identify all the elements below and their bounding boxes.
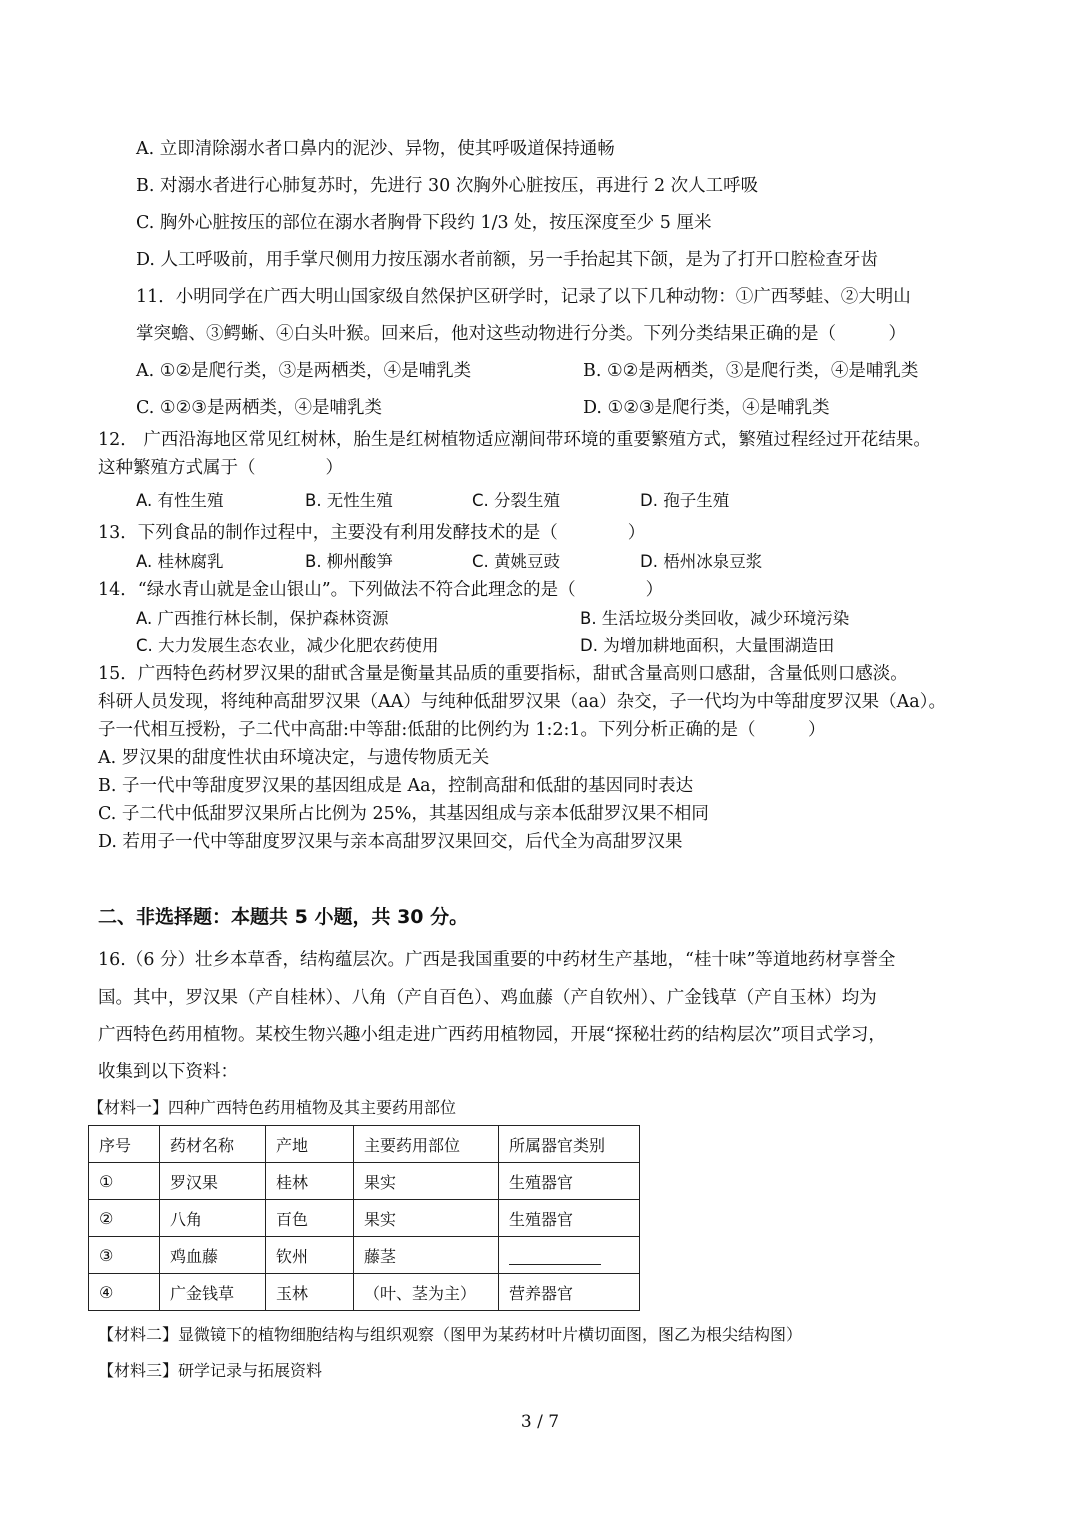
- q14-stem: 14．“绿水青山就是金山银山”。下列做法不符合此理念的是（ ）: [98, 580, 664, 600]
- q14-option-a: A. 广西推行林长制，保护森林资源: [136, 609, 389, 628]
- q11-option-c: C. ①②③是两栖类，④是哺乳类: [136, 398, 382, 418]
- q15-stem-line3: 子一代相互授粉，子二代中高甜:中等甜:低甜的比例约为 1:2:1。下列分析正确的是（ ）: [98, 720, 826, 740]
- q14-option-d: D. 为增加耕地面积，大量围湖造田: [580, 636, 835, 655]
- page-number: 3 / 7: [520, 1412, 560, 1432]
- q10-option-b: B. 对溺水者进行心肺复苏时，先进行 30 次胸外心脏按压，再进行 2 次人工呼吸: [136, 176, 759, 196]
- q11-stem-line2: 掌突蟾、③鳄蜥、④白头叶猴。回来后，他对这些动物进行分类。下列分类结果正确的是（ ）: [136, 324, 906, 344]
- q10-option-a: A. 立即清除溺水者口鼻内的泥沙、异物，使其呼吸道保持通畅: [136, 139, 615, 159]
- q10-option-c: C. 胸外心脏按压的部位在溺水者胸骨下段约 1/3 处，按压深度至少 5 厘米: [136, 213, 712, 233]
- q12-option-d: D. 孢子生殖: [640, 491, 730, 510]
- q13-option-a: A. 桂林腐乳: [136, 552, 224, 571]
- q14-option-c: C. 大力发展生态农业，减少化肥农药使用: [136, 636, 439, 655]
- table-cell: 果实: [354, 1163, 499, 1200]
- q12-stem-line2: 这种繁殖方式属于（ ）: [98, 458, 343, 478]
- medicinal-plants-table: [88, 1125, 640, 1311]
- table-cell: 钦州: [266, 1237, 354, 1274]
- q12-option-b: B. 无性生殖: [305, 491, 393, 510]
- q12-option-c: C. 分裂生殖: [472, 491, 561, 510]
- table-cell: 生殖器官: [499, 1163, 640, 1200]
- table-cell: （叶、茎为主）: [354, 1274, 499, 1311]
- table-header-cell: 产地: [266, 1126, 354, 1163]
- table-cell: ④: [89, 1274, 160, 1311]
- table-cell: 鸡血藤: [160, 1237, 266, 1274]
- table-header-cell: 所属器官类别: [499, 1126, 640, 1163]
- material1-caption: 【材料一】四种广西特色药用植物及其主要药用部位: [88, 1098, 457, 1117]
- table-header-cell: 主要药用部位: [354, 1126, 499, 1163]
- table-row: [89, 1274, 640, 1311]
- table-row: [89, 1200, 640, 1237]
- q15-option-c: C. 子二代中低甜罗汉果所占比例为 25%，其基因组成与亲本低甜罗汉果不相同: [98, 804, 709, 824]
- table-cell: 玉林: [266, 1274, 354, 1311]
- table-cell: 生殖器官: [499, 1200, 640, 1237]
- table-cell: 百色: [266, 1200, 354, 1237]
- section2-title: 二、非选择题：本题共 5 小题，共 30 分。: [98, 906, 469, 928]
- q16-line1: 16.（6 分）壮乡本草香，结构蕴层次。广西是我国重要的中药材生产基地，“桂十味”等道地药材享誉全: [98, 950, 896, 970]
- table-row: [89, 1163, 640, 1200]
- table-cell: 果实: [354, 1200, 499, 1237]
- q13-option-c: C. 黄姚豆豉: [472, 552, 561, 571]
- q11-option-b: B. ①②是两栖类，③是爬行类，④是哺乳类: [583, 361, 919, 381]
- table-cell: 广金钱草: [160, 1274, 266, 1311]
- table-cell: 藤茎: [354, 1237, 499, 1274]
- table-header-cell: 药材名称: [160, 1126, 266, 1163]
- q11-stem-line1: 11．小明同学在广西大明山国家级自然保护区研学时，记录了以下几种动物：①广西琴蛙、②大明山: [136, 287, 911, 307]
- table-cell: 营养器官: [499, 1274, 640, 1311]
- table-cell: 八角: [160, 1200, 266, 1237]
- material2-caption: 【材料二】显微镜下的植物细胞结构与组织观察（图甲为某药材叶片横切面图，图乙为根尖结构图）: [98, 1325, 803, 1344]
- q16-line2: 国。其中，罗汉果（产自桂林）、八角（产自百色）、鸡血藤（产自钦州）、广金钱草（产自玉林）均为: [98, 988, 877, 1008]
- table-cell: ③: [89, 1237, 160, 1274]
- table-row: [89, 1237, 640, 1274]
- table-cell: ②: [89, 1200, 160, 1237]
- q11-option-a: A. ①②是爬行类，③是两栖类，④是哺乳类: [136, 361, 472, 381]
- material3-caption: 【材料三】研学记录与拓展资料: [98, 1361, 323, 1380]
- q10-option-d: D. 人工呼吸前，用手掌尺侧用力按压溺水者前额，另一手抬起其下颌，是为了打开口腔检查牙齿: [136, 250, 879, 270]
- q16-line4: 收集到以下资料：: [98, 1062, 238, 1082]
- table-cell: 罗汉果: [160, 1163, 266, 1200]
- q13-stem: 13．下列食品的制作过程中，主要没有利用发酵技术的是（ ）: [98, 523, 646, 543]
- q15-option-d: D. 若用子一代中等甜度罗汉果与亲本高甜罗汉果回交，后代全为高甜罗汉果: [98, 832, 683, 852]
- q15-stem-line2: 科研人员发现，将纯种高甜罗汉果（AA）与纯种低甜罗汉果（aa）杂交，子一代均为中等甜度罗汉果（Aa）。: [98, 692, 946, 712]
- q15-option-a: A. 罗汉果的甜度性状由环境决定，与遗传物质无关: [98, 748, 490, 768]
- q14-option-b: B. 生活垃圾分类回收，减少环境污染: [580, 609, 850, 628]
- answer-blank-line: [509, 1246, 601, 1265]
- table-header-cell: 序号: [89, 1126, 160, 1163]
- q16-line3: 广西特色药用植物。某校生物兴趣小组走进广西药用植物园，开展“探秘壮药的结构层次”项目式学习，: [98, 1025, 886, 1045]
- q13-option-b: B. 柳州酸笋: [305, 552, 393, 571]
- q15-stem-line1: 15．广西特色药材罗汉果的甜甙含量是衡量其品质的重要指标，甜甙含量高则口感甜，含量低则口感淡。: [98, 664, 908, 684]
- table-cell: ①: [89, 1163, 160, 1200]
- table-cell-blank: [499, 1237, 640, 1274]
- table-cell: 桂林: [266, 1163, 354, 1200]
- table-header-row: [89, 1126, 640, 1163]
- q12-option-a: A. 有性生殖: [136, 491, 224, 510]
- q13-option-d: D. 梧州冰泉豆浆: [640, 552, 763, 571]
- q15-option-b: B. 子一代中等甜度罗汉果的基因组成是 Aa，控制高甜和低甜的基因同时表达: [98, 776, 694, 796]
- q11-option-d: D. ①②③是爬行类，④是哺乳类: [583, 398, 830, 418]
- q12-stem-line1: 12． 广西沿海地区常见红树林，胎生是红树植物适应潮间带环境的重要繁殖方式，繁殖过程经过开花结果。: [98, 430, 931, 450]
